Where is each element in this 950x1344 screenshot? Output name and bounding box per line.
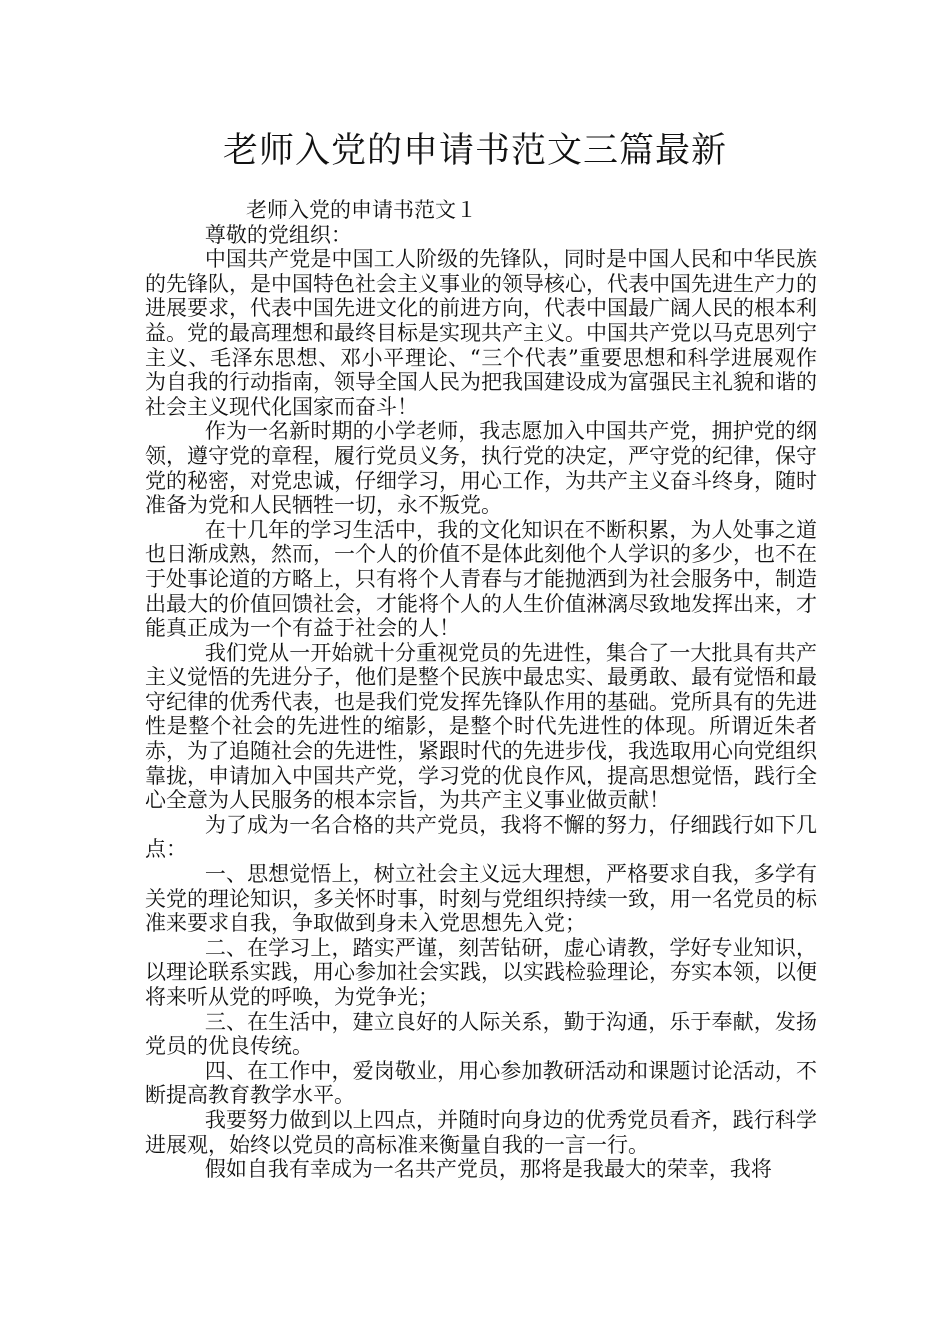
section-subtitle: 老师入党的申请书范文１ [246,198,477,222]
paragraph: 一、思想觉悟上，树立社会主义远大理想，严格要求自我，多学有关党的理论知识，多关怀时事，时刻与党组织持续一致，用一名党员的标准来要求自我，争取做到身未入党思想先入党； [145,862,817,936]
document-title: 老师入党的申请书范文三篇最新 [222,131,727,171]
paragraph: 中国共产党是中国工人阶级的先锋队，同时是中国人民和中华民族的先锋队，是中国特色社会主义事业的领导核心，代表中国先进生产力的进展要求，代表中国先进文化的前进方向，代表中国最广阔人民的根本利益。党的最高理想和最终目标是实现共产主义。中国共产党以马克思列宁主义、毛泽东思想、邓小平理论、“三个代表”重要思想和科学进展观作为自我的行动指南，领导全国人民为把我国建设成为富强民主礼貌和谐的社会主义现代化国家而奋斗！ [145,247,817,419]
paragraph: 我要努力做到以上四点，并随时向身边的优秀党员看齐，践行科学进展观，始终以党员的高标准来衡量自我的一言一行。 [145,1107,817,1157]
paragraph: 四、在工作中，爱岗敬业，用心参加教研活动和课题讨论活动，不断提高教育教学水平。 [145,1058,817,1108]
paragraph: 假如自我有幸成为一名共产党员，那将是我最大的荣幸，我将 [204,1157,772,1182]
paragraph: 二、在学习上，踏实严谨，刻苦钻研，虚心请教，学好专业知识，以理论联系实践，用心参加社会实践，以实践检验理论，夯实本领，以便将来听从党的呼唤，为党争光； [145,935,817,1009]
document-body [145,198,817,1182]
salutation: 尊敬的党组织： [204,222,352,247]
paragraph: 在十几年的学习生活中，我的文化知识在不断积累，为人处事之道也日渐成熟，然而，一个人的价值不是体此刻他个人学识的多少，也不在于处事论道的方略上，只有将个人青春与才能抛洒到为社会服务中，制造出最大的价值回馈社会，才能将个人的人生价值淋漓尽致地发挥出来，才能真正成为一个有益于社会的人！ [145,517,817,641]
paragraph: 三、在生活中，建立良好的人际关系，勤于沟通，乐于奉献，发扬党员的优良传统。 [145,1009,817,1059]
paragraph: 作为一名新时期的小学老师，我志愿加入中国共产党，拥护党的纲领，遵守党的章程，履行党员义务，执行党的决定，严守党的纪律，保守党的秘密，对党忠诚，仔细学习，用心工作，为共产主义奋斗终身，随时准备为党和人民牺牲一切，永不叛党。 [145,419,817,518]
paragraph: 为了成为一名合格的共产党员，我将不懈的努力，仔细践行如下几点： [145,812,817,862]
paragraph: 我们党从一开始就十分重视党员的先进性，集合了一大批具有共产主义觉悟的先进分子，他们是整个民族中最忠实、最勇敢、最有觉悟和最守纪律的优秀代表，也是我们党发挥先锋队作用的基础。党所具有的先进性是整个社会的先进性的缩影，是整个时代先进性的体现。所谓近朱者赤，为了追随社会的先进性，紧跟时代的先进步伐，我选取用心向党组织靠拢，申请加入中国共产党，学习党的优良作风，提高思想觉悟，践行全心全意为人民服务的根本宗旨，为共产主义事业做贡献！ [145,640,817,813]
